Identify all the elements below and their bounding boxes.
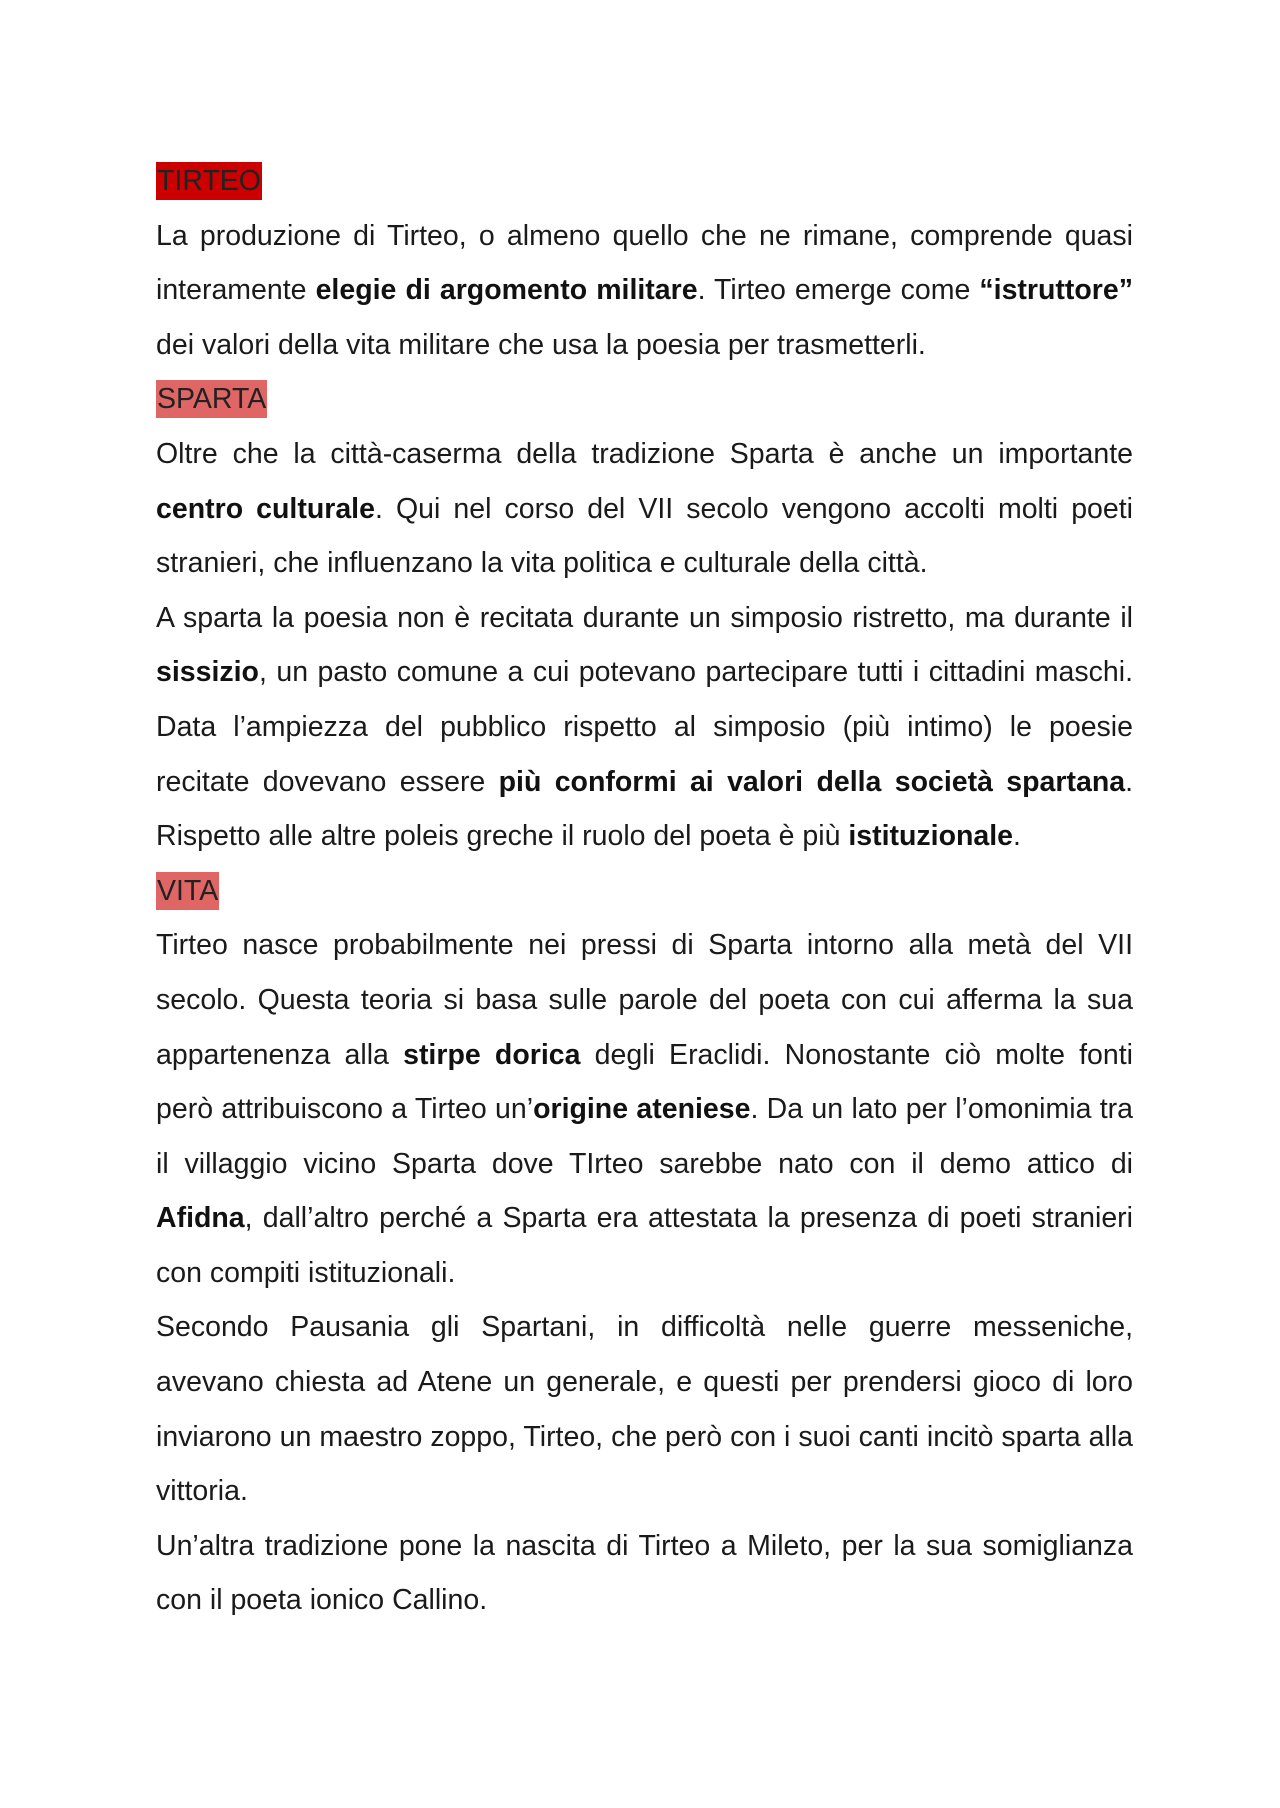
section-sparta [156, 372, 1133, 863]
document-body [156, 154, 1133, 1628]
paragraph: Tirteo nasce probabilmente nei pressi di Sparta intorno alla metà del VII secolo. Questa teoria si basa sulle parole del poeta con cui afferma la sua appartenenza alla stirpe dorica degli Eraclidi. Nonostante ciò molte fonti però attribuiscono a Tirteo un’origine ateniese. Da un lato per l’omonimia tra il villaggio vicino Sparta dove TIrteo sarebbe nato con il demo attico di Afidna, dall’altro perché a Sparta era attestata la presenza di poeti stranieri con compiti istituzionali. [156, 929, 1134, 1289]
heading-sparta: SPARTA [156, 372, 1133, 427]
heading-tirteo: TIRTEO [156, 154, 1133, 209]
heading-vita: VITA [156, 864, 1133, 919]
section-tirteo [156, 154, 1133, 372]
paragraph: La produzione di Tirteo, o almeno quello che ne rimane, comprende quasi interamente elegie di argomento militare. Tirteo emerge come “istruttore” dei valori della vita militare che usa la poesia per trasmetterli. [156, 219, 1133, 361]
paragraph: Un’altra tradizione pone la nascita di Tirteo a Mileto, per la sua somiglianza con il poeta ionico Callino. [156, 1529, 1133, 1617]
paragraph: Secondo Pausania gli Spartani, in difficoltà nelle guerre messeniche, avevano chiesta ad Atene un generale, e questi per prendersi gioco di loro inviarono un maestro zoppo, Tirteo, che però con i suoi canti incitò sparta alla vittoria. [156, 1311, 1133, 1508]
paragraph: Oltre che la città-caserma della tradizione Sparta è anche un importante centro culturale. Qui nel corso del VII secolo vengono accolti molti poeti stranieri, che influenzano la vita politica e culturale della città. [156, 437, 1134, 580]
section-vita [156, 864, 1133, 1628]
paragraph: A sparta la poesia non è recitata durante un simposio ristretto, ma durante il sissizio, un pasto comune a cui potevano partecipare tutti i cittadini maschi. Data l’ampiezza del pubblico rispetto al simposio (più intimo) le poesie recitate dovevano essere più conformi ai valori della società spartana. Rispetto alle altre poleis greche il ruolo del poeta è più istituzionale. [156, 601, 1134, 853]
